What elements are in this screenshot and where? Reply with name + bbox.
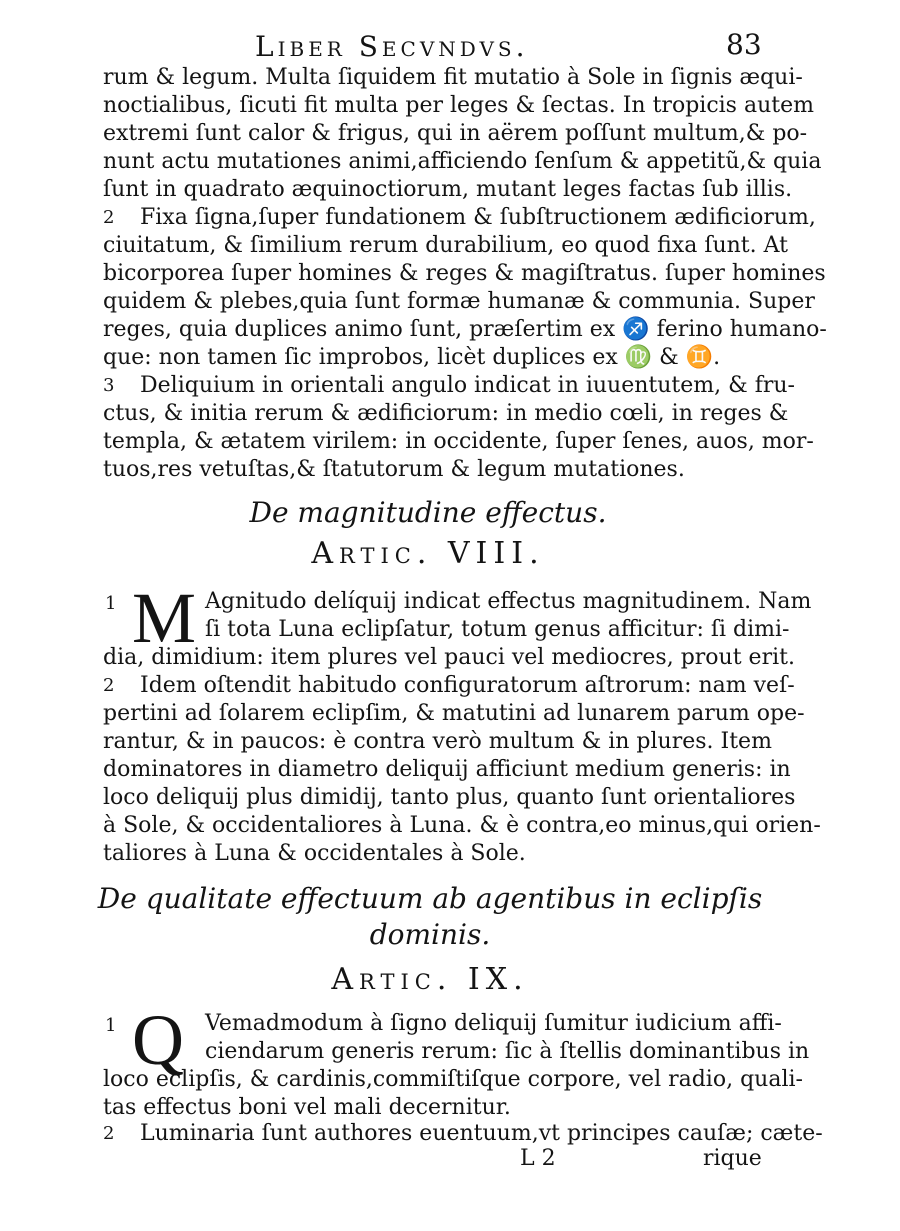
- text-line: loco eclipſis, & cardinis,commiſtiſque corpore, vel radio, quali-: [103, 1067, 803, 1092]
- text-line: ſi tota Luna eclipſatur, totum genus afficitur: ſi dimi-: [205, 617, 790, 642]
- text-line: Deliquium in orientali angulo indicat in iuuentutem, & fru-: [140, 373, 795, 398]
- text-line: noctialibus, ſicuti fit multa per leges & ſectas. In tropicis autem: [103, 93, 814, 118]
- paragraph-number: 1: [105, 593, 117, 614]
- text-line: dia, dimidium: item plures vel pauci vel mediocres, prout erit.: [103, 645, 795, 670]
- running-title: Liber Secvndvs.: [255, 30, 529, 63]
- paragraph-number: 2: [103, 207, 115, 228]
- paragraph-number: 1: [105, 1015, 117, 1036]
- text-line: ctus, & initia rerum & ædificiorum: in medio cœli, in reges &: [103, 401, 789, 426]
- section-heading: De magnitudine effectus.: [249, 496, 607, 529]
- text-line: ciuitatum, & ſimilium rerum durabilium, eo quod fixa ſunt. At: [103, 233, 788, 258]
- drop-cap: M: [132, 578, 197, 658]
- article-heading: Artic. VIII.: [311, 536, 545, 571]
- page-number: 83: [726, 28, 762, 61]
- text-line: extremi ſunt calor & frigus, qui in aërem poſſunt multum,& po-: [103, 121, 808, 146]
- text-line: rum & legum. Multa ſiquidem fit mutatio à Sole in ſignis æqui-: [103, 65, 803, 90]
- text-line: ſunt in quadrato æquinoctiorum, mutant leges factas ſub illis.: [103, 177, 793, 202]
- text-line: templa, & ætatem virilem: in occidente, ſuper ſenes, auos, mor-: [103, 429, 814, 454]
- text-line: rantur, & in paucos: è contra verò multum & in plures. Item: [103, 729, 772, 754]
- text-line: à Sole, & occidentaliores à Luna. & è contra,eo minus,qui orien-: [103, 813, 821, 838]
- text-line: nunt actu mutationes animi,afficiendo ſenſum & appetitũ,& quia: [103, 149, 822, 174]
- paragraph-number: 2: [103, 675, 115, 696]
- text-line: tuos,res vetuſtas,& ſtatutorum & legum mutationes.: [103, 457, 685, 482]
- text-line: ciendarum generis rerum: ſic à ſtellis dominantibus in: [205, 1039, 810, 1064]
- text-line: loco deliquij plus dimidij, tanto plus, quanto ſunt orientaliores: [103, 785, 796, 810]
- paragraph-number: 2: [103, 1123, 115, 1144]
- section-heading-continuation: dominis.: [369, 918, 491, 951]
- text-line: taliores à Luna & occidentales à Sole.: [103, 841, 526, 866]
- text-line: tas effectus boni vel mali decernitur.: [103, 1095, 511, 1120]
- text-line: que: non tamen ſic improbos, licèt duplices ex ♍ & ♊.: [103, 345, 721, 370]
- text-line: quidem & plebes,quia ſunt formæ humanæ & communia. Super: [103, 289, 815, 314]
- paragraph-number: 3: [103, 375, 115, 396]
- text-line: dominatores in diametro deliquij afficiunt medium generis: in: [103, 757, 791, 782]
- text-line: Luminaria ſunt authores euentuum,vt principes cauſæ; cæte-: [140, 1121, 823, 1146]
- text-line: Fixa ſigna,ſuper fundationem & ſubſtructionem ædificiorum,: [140, 205, 816, 230]
- text-line: Vemadmodum à ſigno deliquij ſumitur iudicium affi-: [205, 1011, 782, 1036]
- text-line: Agnitudo delíquij indicat effectus magnitudinem. Nam: [205, 589, 812, 614]
- section-heading: De qualitate effectuum ab agentibus in eclipſis: [97, 882, 763, 915]
- text-line: bicorporea ſuper homines & reges & magiſtratus. ſuper homines: [103, 261, 826, 286]
- text-line: Idem oſtendit habitudo configuratorum aſtrorum: nam veſ-: [140, 673, 795, 698]
- signature-mark: L 2: [520, 1146, 556, 1171]
- catchword: rique: [703, 1146, 762, 1171]
- text-line: pertini ad ſolarem eclipſim, & matutini ad lunarem parum ope-: [103, 701, 805, 726]
- article-heading: Artic. IX.: [331, 962, 529, 997]
- drop-cap: Q: [132, 1000, 184, 1080]
- text-line: reges, quia duplices animo ſunt, præſertim ex ♐ ferino humano-: [103, 317, 827, 342]
